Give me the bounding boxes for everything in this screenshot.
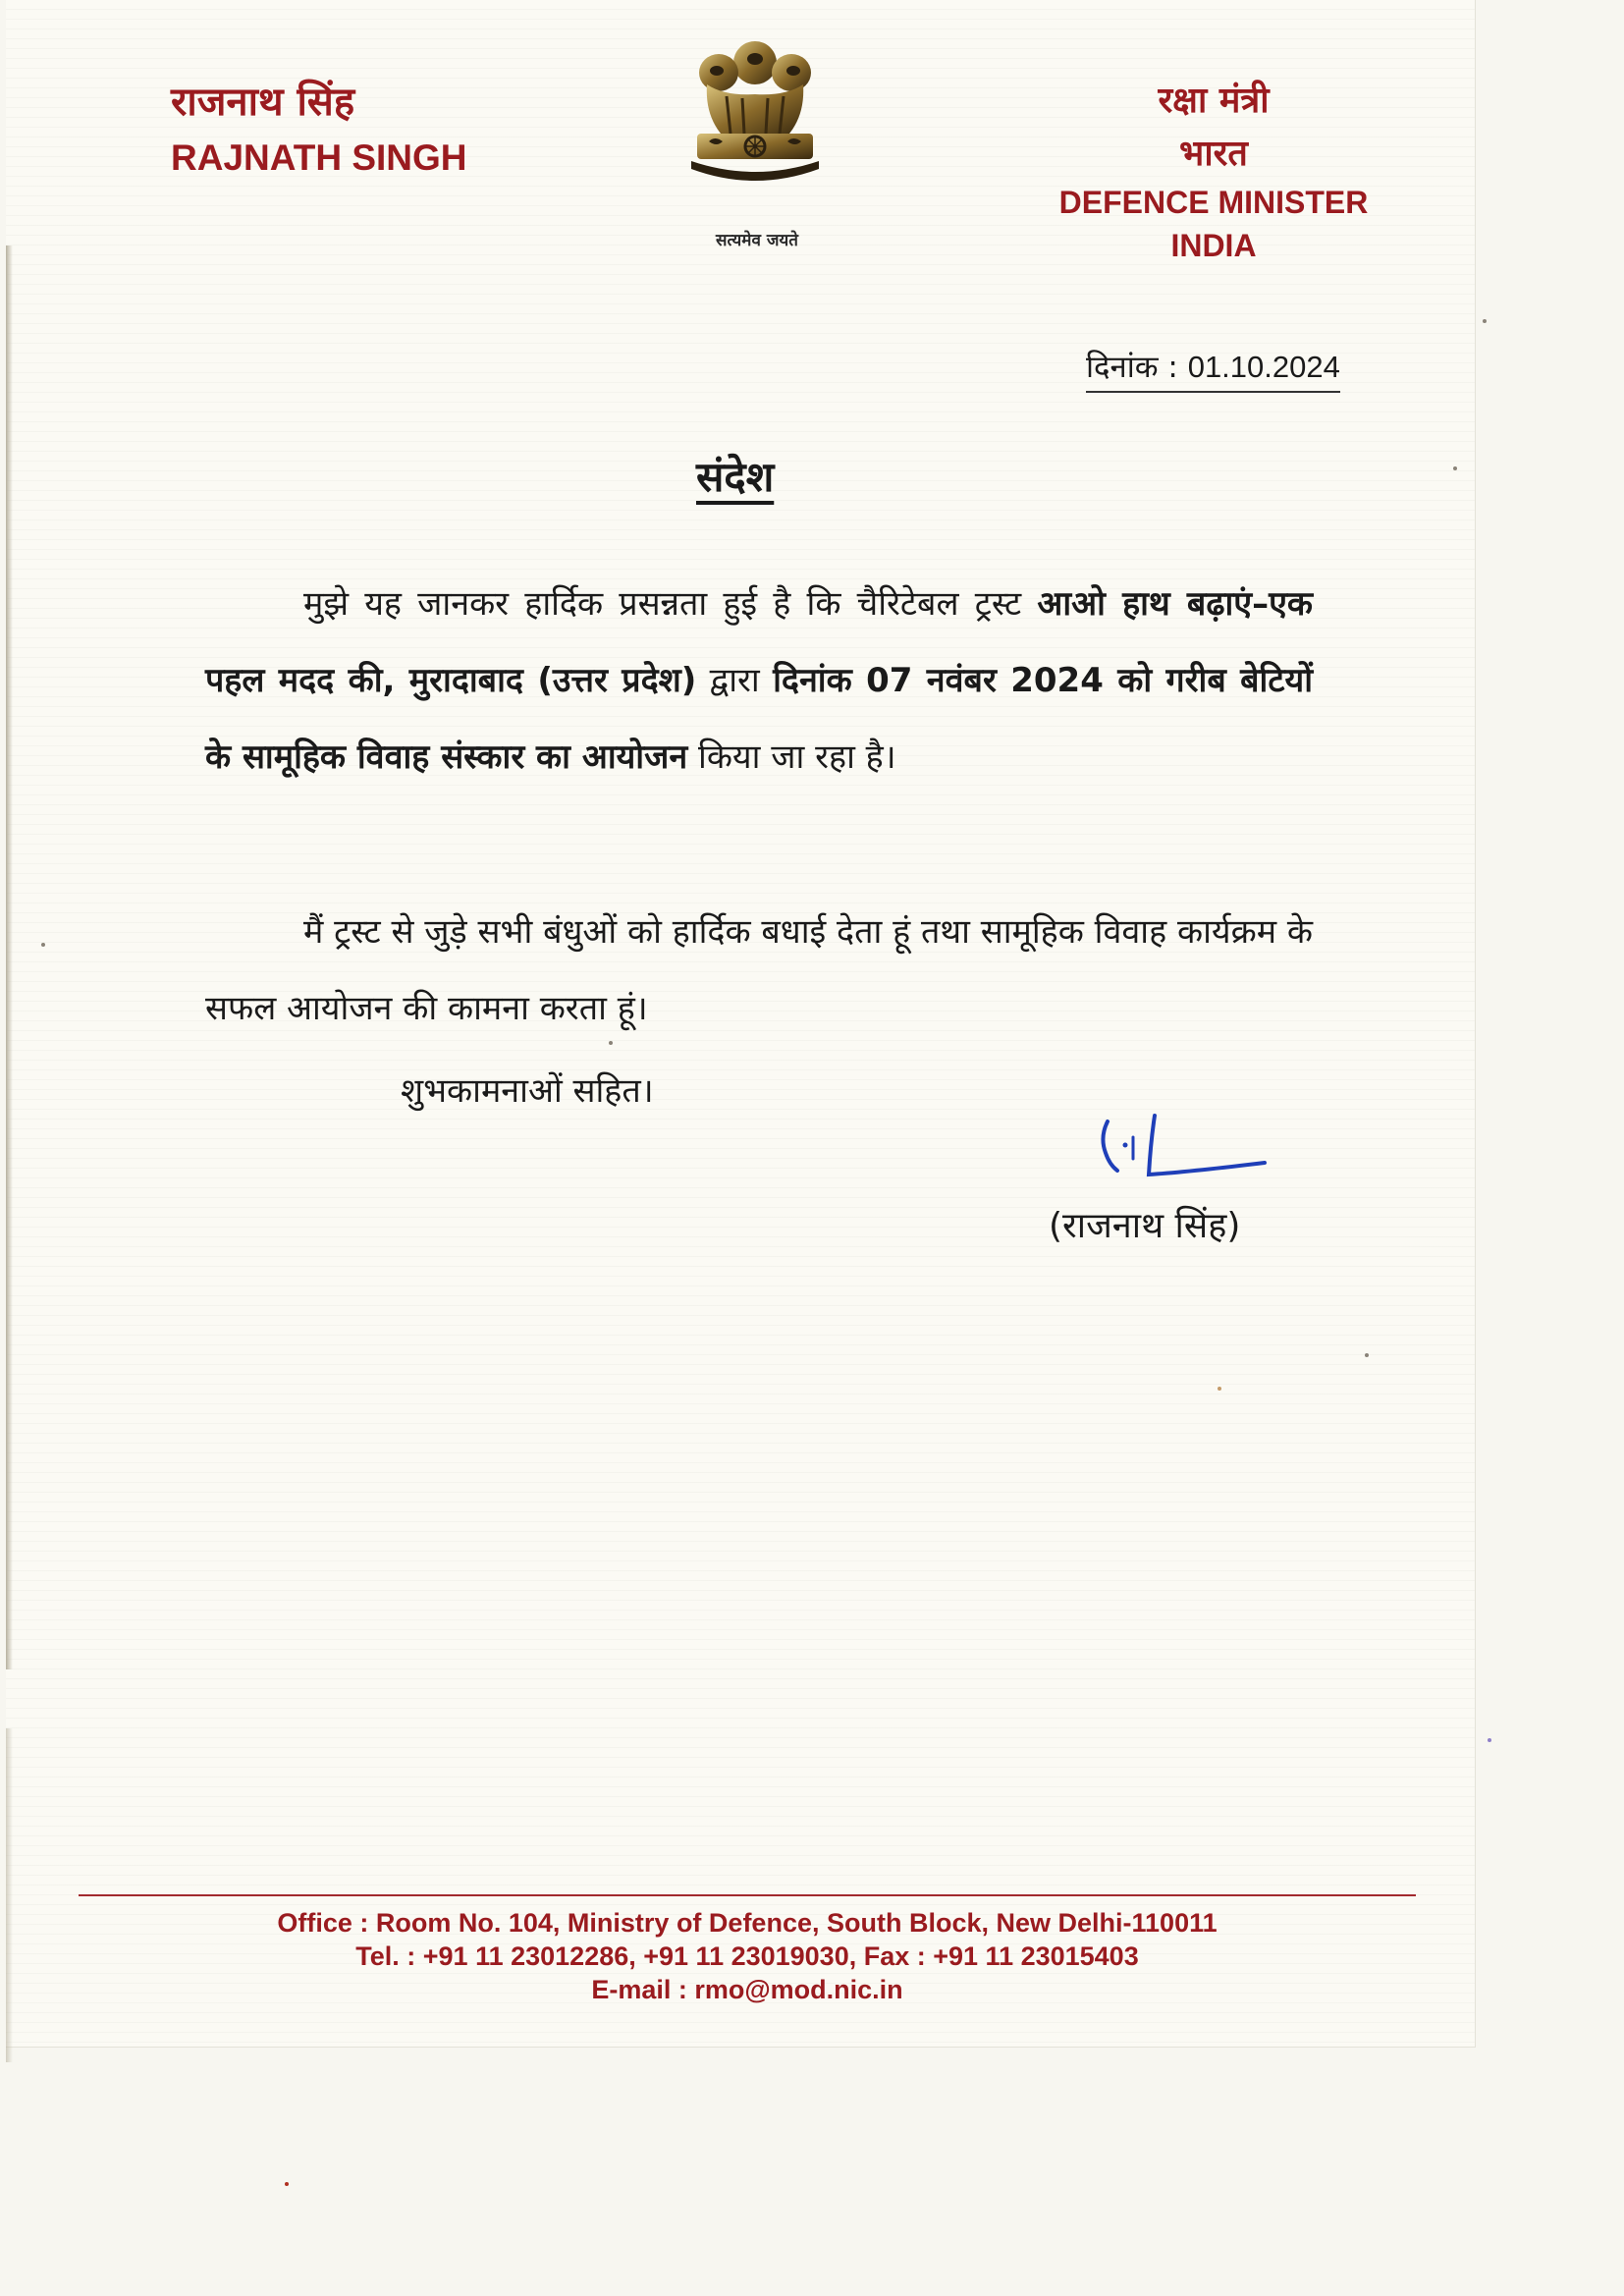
scan-speck xyxy=(41,943,45,947)
scan-speck xyxy=(1365,1353,1369,1357)
designation-hindi-line1: रक्षा मंत्री xyxy=(1158,81,1270,121)
greeting: शुभकामनाओं सहित। xyxy=(401,1071,654,1111)
trust-name: आओ हाथ बढ़ाएं–एक पहल मदद की, मुरादाबाद (उत्तर प्रदेश) xyxy=(205,584,1313,700)
body-paragraph-1 xyxy=(205,566,1313,795)
designation-english-line1: DEFENCE MINISTER xyxy=(1058,185,1369,220)
emblem-motto: सत्यमेव जयते xyxy=(716,231,798,250)
scan-speck xyxy=(1218,1387,1221,1391)
body-paragraph-2: मैं ट्रस्ट से जुड़े सभी बंधुओं को हार्दिक बधाई देता हूं तथा सामूहिक विवाह कार्यक्रम के सफल आयोजन की कामना करता हूं। xyxy=(205,912,1313,1028)
minister-name-english: RAJNATH SINGH xyxy=(171,137,467,178)
scan-speck xyxy=(609,1041,613,1045)
signature-mark xyxy=(1096,1112,1272,1190)
date-value: 01.10.2024 xyxy=(1187,350,1340,384)
body-text: मुझे यह जानकर हार्दिक प्रसन्नता हुई है कि चैरिटेबल ट्रस्ट xyxy=(303,584,1038,624)
letter-sheet xyxy=(6,0,1476,2048)
letter-date xyxy=(1086,346,1340,393)
office-footer xyxy=(79,1906,1416,2006)
footer-office-address: Office : Room No. 104, Ministry of Defence, South Block, New Delhi-110011 xyxy=(277,1908,1218,1938)
paper-edge-shadow xyxy=(6,246,13,1669)
designation-block xyxy=(1047,75,1380,267)
signatory-name: (राजनाथ सिंह) xyxy=(1049,1206,1241,1246)
footer-divider xyxy=(79,1894,1416,1896)
scan-speck xyxy=(1483,319,1487,323)
body-text: किया जा रहा है। xyxy=(687,738,896,777)
date-label: दिनांक : xyxy=(1086,350,1178,385)
scan-speck xyxy=(285,2182,289,2186)
letter-subject: संदेश xyxy=(696,453,775,501)
scan-speck xyxy=(1488,1738,1491,1742)
footer-telephone: Tel. : +91 11 23012286, +91 11 23019030, Fax : +91 11 23015403 xyxy=(355,1941,1139,1971)
designation-hindi-line2: भारत xyxy=(1179,134,1248,174)
minister-name-hindi: राजनाथ सिंह xyxy=(171,80,355,125)
footer-email: E-mail : rmo@mod.nic.in xyxy=(591,1975,903,2004)
event-detail: दिनांक 07 नवंबर 2024 को गरीब बेटियों के सामूहिक विवाह संस्कार का आयोजन xyxy=(205,661,1314,777)
designation-english-line2: INDIA xyxy=(1170,228,1257,263)
national-emblem-icon xyxy=(687,35,823,218)
paper-edge-shadow-lower xyxy=(6,1728,13,2062)
scan-speck xyxy=(1453,466,1457,470)
body-text: द्वारा xyxy=(696,661,774,700)
